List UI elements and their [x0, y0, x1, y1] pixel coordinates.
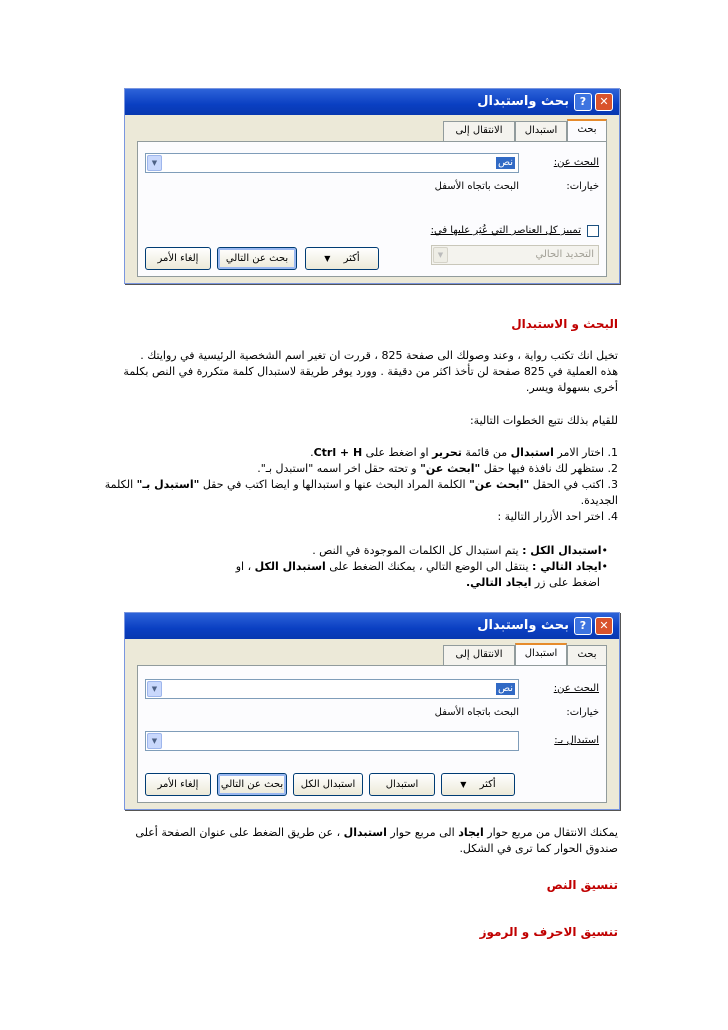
more-button[interactable]	[305, 247, 379, 270]
find-replace-dialog-replace-tab	[124, 612, 620, 810]
step-2-find-bold: "ابحث عن"	[420, 462, 481, 475]
replace-with-combo[interactable]	[145, 731, 519, 751]
bullet-find-next-ref: ايجاد التالي.	[465, 576, 532, 589]
find-what-combo[interactable]	[145, 679, 519, 699]
close-icon[interactable]: ✕	[595, 93, 613, 111]
chevron-down-icon[interactable]: ▼	[147, 681, 162, 697]
after-line-1	[135, 825, 618, 841]
intro-line-2: هذه العملية في 825 صفحة لن تأخذ اكثر من دقيقة . وورد يوفر طريقة لاستبدال كلمة متكررة في النص بكلمة	[123, 365, 618, 378]
help-icon[interactable]: ?	[574, 93, 592, 111]
dialog-titlebar[interactable]	[125, 89, 619, 115]
after-line-1-text: يمكنك الانتقال من مربع حوار	[483, 826, 618, 839]
cancel-button[interactable]: إلغاء الأمر	[145, 773, 211, 796]
tab-go-to[interactable]: الانتقال إلى	[443, 121, 515, 141]
more-button[interactable]	[441, 773, 515, 796]
step-2-text: 2. ستظهر لك نافذة فيها حقل	[480, 462, 618, 475]
find-replace-dialog-find-tab	[124, 88, 620, 284]
bullet-replace-all-ref: استبدال الكل	[254, 560, 326, 573]
bullet-find-next	[236, 559, 608, 575]
after-line-1-text: الى مربع حوار	[386, 826, 459, 839]
tab-replace[interactable]: استبدال	[515, 643, 567, 665]
dialog-title: بحث واستبدال	[477, 94, 569, 109]
bullet-dot: •	[601, 544, 608, 557]
step-3	[105, 477, 618, 493]
bullet-find-next-term: ايجاد التالي :	[532, 560, 602, 573]
find-what-combo[interactable]	[145, 153, 519, 173]
bullet-replace-all	[312, 543, 608, 559]
more-button-label: أكثر	[479, 779, 496, 790]
highlight-label: تمييز كل العناصر التي عُثِر عليها في:	[430, 225, 581, 236]
heading-search-replace: البحث و الاستبدال	[511, 317, 618, 331]
chevron-down-icon[interactable]: ▼	[147, 733, 162, 749]
after-line-2: صندوق الحوار كما ترى في الشكل.	[459, 842, 618, 855]
step-1-text: 1. اختار الامر	[553, 446, 618, 459]
step-1-shortcut: Ctrl + H	[313, 446, 363, 459]
tab-replace[interactable]: استبدال	[515, 121, 567, 141]
intro-line-3: أخرى بسهولة ويسر.	[525, 381, 618, 394]
find-next-button[interactable]: بحث عن التالي	[217, 247, 297, 270]
highlight-checkbox[interactable]	[587, 225, 599, 237]
options-value: البحث باتجاه الأسفل	[434, 707, 519, 718]
after-replace-bold: استبدال	[343, 826, 387, 839]
intro-line-1: تخيل انك تكتب رواية ، وعند وصولك الى صفحة 825 ، قررت ان تغير اسم الشخصية الرئيسية في روايتك .	[140, 349, 618, 362]
after-line-1-text: ، عن طريق الضغط على عنوان الصفحة أعلى	[135, 826, 344, 839]
step-3-text: الكلمة	[104, 478, 137, 491]
steps-intro: للقيام بذلك نتبع الخطوات التالية:	[469, 414, 618, 427]
step-1-text: من قائمة	[461, 446, 511, 459]
bullet-find-next-continued	[466, 575, 600, 591]
find-what-label: البحث عن:	[553, 157, 599, 168]
dialog-titlebar[interactable]	[125, 613, 619, 639]
step-3-find-bold: "ابحث عن"	[469, 478, 530, 491]
more-button-label: أكثر	[343, 253, 360, 264]
find-what-label: البحث عن:	[553, 683, 599, 694]
step-2	[257, 461, 618, 477]
step-2-text: و تحته حقل اخر اسمه "استبدل بـ".	[257, 462, 421, 475]
bullet-find-next-text: ، او	[235, 560, 255, 573]
step-3-text: 3. اكتب في الحقل	[529, 478, 618, 491]
step-1-replace-bold: استبدال	[510, 446, 554, 459]
chevron-down-icon: ▼	[324, 254, 331, 263]
cancel-button[interactable]: إلغاء الأمر	[145, 247, 211, 270]
step-3-text: الكلمة المراد البحث عنها و استبدالها و ايضا اكتب في حقل	[199, 478, 470, 491]
step-3-continued: الجديدة.	[580, 494, 618, 507]
tab-find[interactable]: بحث	[567, 119, 607, 141]
bullet-replace-all-term: استبدال الكل :	[522, 544, 602, 557]
options-label: خيارات:	[566, 181, 599, 192]
highlight-select-value: التحديد الحالي	[535, 249, 594, 260]
find-what-value: نص	[497, 157, 513, 168]
step-4: 4. اختر احد الأزرار التالية :	[497, 510, 618, 523]
find-next-button[interactable]: بحث عن التالي	[217, 773, 287, 796]
chevron-down-icon[interactable]: ▼	[433, 247, 448, 263]
highlight-select[interactable]	[431, 245, 599, 265]
step-1-edit-bold: تحرير	[432, 446, 462, 459]
help-icon[interactable]: ?	[574, 617, 592, 635]
options-label: خيارات:	[566, 707, 599, 718]
find-what-value: نص	[497, 683, 513, 694]
bullet-replace-all-text: يتم استبدال كل الكلمات الموجودة في النص .	[312, 544, 523, 557]
bullet-dot: •	[601, 560, 608, 573]
step-1-text: او اضغط على	[362, 446, 433, 459]
step-1-text: .	[310, 446, 314, 459]
step-1	[310, 445, 618, 461]
chevron-down-icon: ▼	[460, 780, 467, 789]
dialog-title: بحث واستبدال	[477, 618, 569, 633]
close-icon[interactable]: ✕	[595, 617, 613, 635]
replace-with-label: استبدال بـ:	[554, 735, 599, 746]
tab-find[interactable]: بحث	[567, 645, 607, 665]
replace-all-button[interactable]: استبدال الكل	[293, 773, 363, 796]
replace-button[interactable]: استبدال	[369, 773, 435, 796]
after-find-bold: ايجاد	[458, 826, 484, 839]
bullet-find-next-text: ينتقل الى الوضع التالي ، يمكنك الضغط على	[325, 560, 533, 573]
chevron-down-icon[interactable]: ▼	[147, 155, 162, 171]
heading-format-chars: تنسيق الاحرف و الرموز	[479, 925, 618, 939]
options-value: البحث باتجاه الأسفل	[434, 181, 519, 192]
tab-go-to[interactable]: الانتقال إلى	[443, 645, 515, 665]
bullet-continued-text: اضغط على زر	[531, 576, 600, 589]
heading-format-text: تنسيق النص	[546, 878, 618, 892]
step-3-replace-bold: "استبدل بـ"	[136, 478, 200, 491]
